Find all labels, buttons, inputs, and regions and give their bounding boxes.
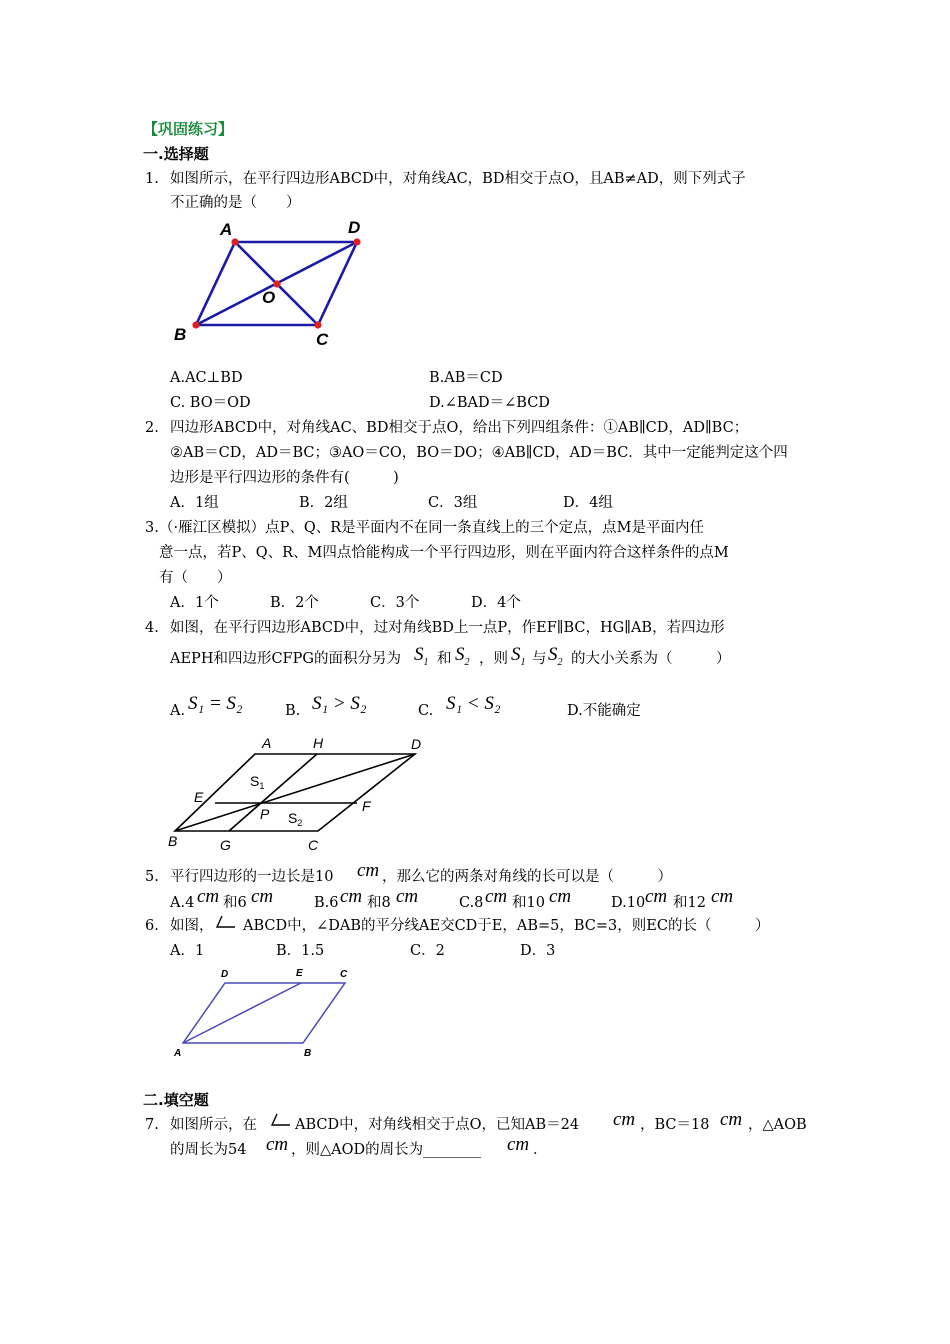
q7-text-a: 如图所示，在 <box>170 1117 257 1133</box>
q4-label-H: H <box>313 735 324 751</box>
q2-option-d[interactable]: D．4组 <box>563 495 613 511</box>
q6-label-A: A <box>174 1048 182 1059</box>
q6-label-E: E <box>296 968 303 979</box>
q7-text-line2c: ． <box>533 1142 548 1158</box>
q5-option-c-cm: cm <box>485 886 508 907</box>
q6-option-d[interactable]: D．3 <box>520 943 556 959</box>
q3-option-b[interactable]: B．2个 <box>270 595 319 611</box>
q3-option-a[interactable]: A．1个 <box>170 595 219 611</box>
q6-label-C: C <box>340 969 348 980</box>
q1-label-B: B <box>174 325 187 344</box>
q3-text-line1: （·雁江区模拟）点P、Q、R是平面内不在同一条直线上的三个定点，点M是平面内任 <box>159 520 705 536</box>
q4-label-C: C <box>308 837 319 853</box>
q5-option-b-cm2: cm <box>396 886 419 907</box>
q2-option-c[interactable]: C．3组 <box>428 495 478 511</box>
q4-option-b-expr[interactable]: S₁ > S₂ <box>312 693 367 714</box>
q4-s2: $S_2$ <box>455 644 470 668</box>
q5-text-b: ，那么它的两条对角线的长可以是（ ） <box>382 869 672 885</box>
q6-option-a[interactable]: A．1 <box>170 943 205 959</box>
q4-option-a-expr[interactable]: S₁ = S₂ <box>188 693 243 714</box>
q1-label-A: A <box>220 220 233 239</box>
q4-text-line2c: 的大小关系为（ ） <box>571 651 731 667</box>
part2-title: 二.填空题 <box>143 1091 209 1109</box>
q4-s1-repeat: $S_1$ <box>511 644 526 668</box>
q4-label-D: D <box>411 736 422 752</box>
q4-label-P: P <box>260 806 270 822</box>
q5-option-a1[interactable]: A.4 <box>170 895 195 911</box>
q5-option-b1[interactable]: B.6 <box>314 895 339 911</box>
q4-label-S1: $S_1$ <box>250 773 265 791</box>
q7-text-line2a: 的周长为54 <box>170 1142 247 1158</box>
q7-cm-1: cm <box>613 1109 636 1130</box>
q7-text-line2b: ，则△AOD的周长为________ <box>291 1142 482 1158</box>
q5-option-c2[interactable]: 和10 <box>512 895 545 911</box>
q4-option-a-prefix[interactable]: A. <box>170 703 186 719</box>
q3-number: 3. <box>145 520 159 536</box>
q4-label-E: E <box>194 789 204 805</box>
q6-label-D: D <box>221 969 229 980</box>
q1-label-O: O <box>262 288 276 307</box>
q3-option-c[interactable]: C．3个 <box>370 595 420 611</box>
q6-label-B: B <box>304 1048 312 1059</box>
q7-text-b: ABCD中，对角线相交于点O，已知AB＝24 <box>295 1117 580 1133</box>
q4-option-d[interactable]: D.不能确定 <box>567 703 641 719</box>
q4-label-G: G <box>220 837 231 853</box>
q5-option-d1[interactable]: D.10 <box>611 895 646 911</box>
q4-and: 和 <box>437 651 452 667</box>
q7-text-c: ，BC＝18 <box>640 1117 710 1133</box>
q1-option-a[interactable]: A.AC⊥BD <box>170 370 243 386</box>
q4-yu: 与 <box>532 651 547 667</box>
q1-option-b[interactable]: B.AB＝CD <box>429 370 503 386</box>
q5-number: 5. <box>145 869 159 885</box>
q1-option-c[interactable]: C. BO＝OD <box>170 395 251 411</box>
q2-text-line1: 四边形ABCD中，对角线AC、BD相交于点O，给出下列四组条件：①AB∥CD，AD∥BC； <box>170 420 749 436</box>
q6-figure-lines <box>183 983 345 1043</box>
q4-text-line2a: AEPH和四边形CFPG的面积分另为 <box>170 651 401 667</box>
q1-number: 1. <box>145 171 159 187</box>
q1-label-D: D <box>348 218 361 237</box>
q4-option-b-prefix[interactable]: B. <box>285 703 301 719</box>
part1-title: 一.选择题 <box>143 145 209 163</box>
q1-option-d[interactable]: D.∠BAD＝∠BCD <box>429 395 550 411</box>
q5-option-c-cm2: cm <box>549 886 572 907</box>
q5-option-c1[interactable]: C.8 <box>459 895 484 911</box>
q5-option-a2[interactable]: 和6 <box>223 895 247 911</box>
q4-s1: $S_1$ <box>414 644 429 668</box>
q1-text-line2: 不正确的是（ ） <box>170 195 301 211</box>
q7-cm-3: cm <box>266 1134 289 1155</box>
q1-label-C: C <box>316 330 329 349</box>
q2-number: 2. <box>145 420 159 436</box>
parallelogram-symbol-icon <box>271 1113 291 1127</box>
q3-text-line3: 有（ ） <box>159 570 232 586</box>
q3-option-d[interactable]: D．4个 <box>471 595 521 611</box>
q4-text-line2b: ，则 <box>479 651 508 667</box>
q4-option-c-prefix[interactable]: C. <box>418 703 434 719</box>
section-title: 【巩固练习】 <box>143 120 234 138</box>
q1-text-line1: 如图所示，在平行四边形ABCD中，对角线AC，BD相交于点O，且AB≠AD，则下列式子 <box>170 171 746 187</box>
q5-text-a: 平行四边形的一边长是10 <box>170 869 334 885</box>
q4-label-S2: $S_2$ <box>288 810 303 828</box>
q2-option-b[interactable]: B．2组 <box>299 495 348 511</box>
q5-option-d-cm: cm <box>645 886 668 907</box>
q2-text-line2: ②AB＝CD，AD＝BC；③AO＝CO，BO＝DO；④AB∥CD，AD＝BC．其中一定能判定这个四 <box>170 445 788 461</box>
q4-label-A: A <box>262 735 272 751</box>
q4-label-B: B <box>168 833 178 849</box>
q5-cm: cm <box>357 860 380 881</box>
q5-option-a-cm: cm <box>197 886 220 907</box>
q4-label-F: F <box>362 798 371 814</box>
q3-text-line2: 意一点，若P、Q、R、M四点恰能构成一个平行四边形，则在平面内符合这样条件的点M <box>159 545 729 561</box>
q4-number: 4. <box>145 620 159 636</box>
q6-number: 6. <box>145 918 159 934</box>
q4-s2-repeat: $S_2$ <box>548 644 563 668</box>
q5-option-d2[interactable]: 和12 <box>673 895 706 911</box>
q6-option-b[interactable]: B．1.5 <box>276 943 325 959</box>
q7-number: 7. <box>145 1117 159 1133</box>
q7-cm-4: cm <box>507 1134 530 1155</box>
q6-text-a: 如图， <box>170 918 214 934</box>
q5-option-b2[interactable]: 和8 <box>367 895 391 911</box>
q7-cm-2: cm <box>720 1109 743 1130</box>
q4-option-c-expr[interactable]: S₁ < S₂ <box>446 693 501 714</box>
q2-option-a[interactable]: A．1组 <box>170 495 219 511</box>
q5-option-d-cm2: cm <box>711 886 734 907</box>
q2-text-line3: 边形是平行四边形的条件有( ) <box>170 470 399 486</box>
q4-text-line1: 如图，在平行四边形ABCD中，过对角线BD上一点P，作EF∥BC，HG∥AB，若四边形 <box>170 620 725 636</box>
q5-option-b-cm: cm <box>340 886 363 907</box>
q7-text-d: ，△AOB <box>748 1117 807 1133</box>
q6-text-b: ABCD中，∠DAB的平分线AE交CD于E，AB=5，BC=3，则EC的长（ ） <box>243 918 770 934</box>
q5-option-a-cm2: cm <box>251 886 274 907</box>
q6-option-c[interactable]: C．2 <box>410 943 445 959</box>
